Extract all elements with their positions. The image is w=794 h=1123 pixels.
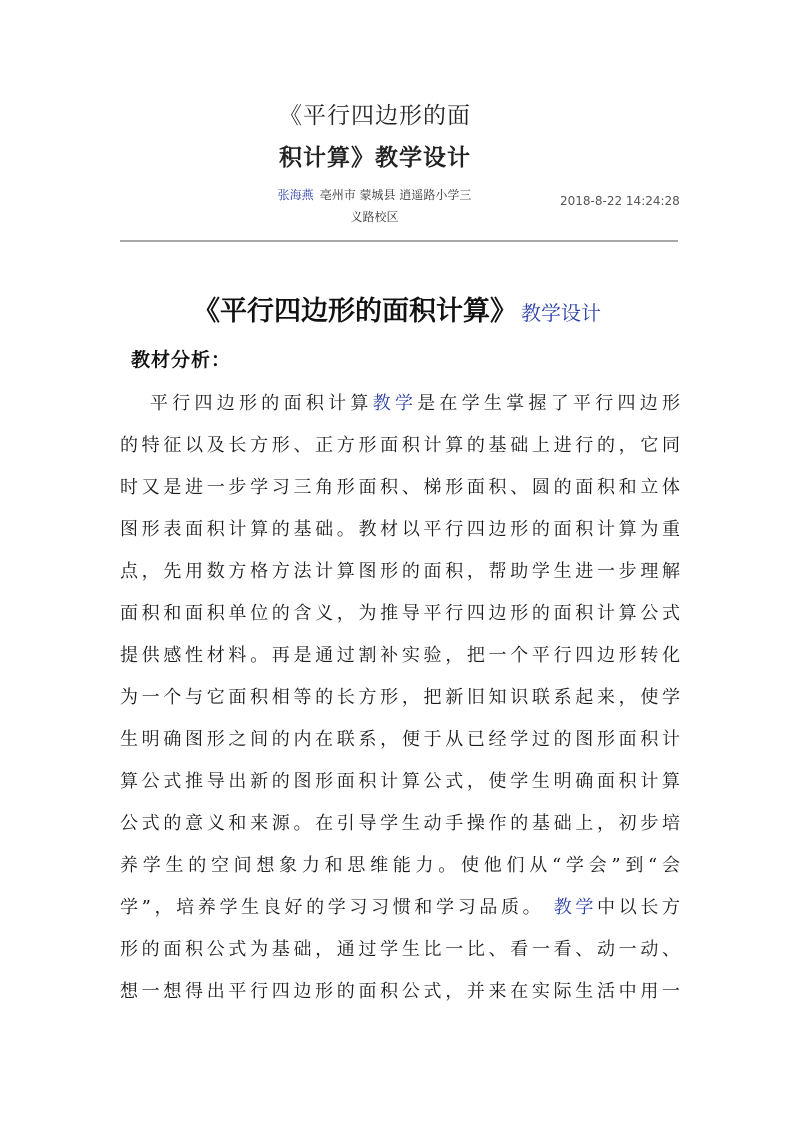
text-line: 提供感性材料。再是通过割补实验，把一个平行四边形转化 xyxy=(120,645,680,666)
text-line: 形的面积公式为基础，通过学生比一比、看一看、动一动、 xyxy=(120,939,680,960)
text-line: 算公式推导出新的图形面积计算公式，使学生明确面积计算 xyxy=(120,771,680,792)
document-title-line-2: 积计算》教学设计 xyxy=(279,144,471,171)
document-title-line-1: 《平行四边形的面 xyxy=(279,103,471,129)
text-line: 的特征以及长方形、正方形面积计算的基础上进行的，它同 xyxy=(120,435,680,456)
text-line: 图形表面积计算的基础。教材以平行四边形的面积计算为重 xyxy=(120,519,680,540)
text-line: 面积和面积单位的含义，为推导平行四边形的面积计算公式 xyxy=(120,603,680,624)
author-affiliation-cont: 义路校区 xyxy=(350,210,399,224)
author-meta xyxy=(262,184,487,228)
section-heading: 教材分析： xyxy=(131,349,232,371)
author-name[interactable]: 张海燕 xyxy=(277,188,314,202)
publish-date: 2018-8-22 14:24:28 xyxy=(560,194,680,208)
text-line: 时又是进一步学习三角形面积、梯形面积、圆的面积和立体 xyxy=(120,477,680,498)
article-title-main: 《平行四边形的面积计算》 xyxy=(193,296,517,327)
author-affiliation: 亳州市 蒙城县 逍遥路小学三 xyxy=(319,188,472,202)
text-line: 公式的意义和来源。在引导学生动手操作的基础上，初步培 xyxy=(120,813,680,834)
text-line: 生明确图形之间的内在联系，便于从已经学过的图形面积计 xyxy=(120,729,680,750)
body-paragraph xyxy=(120,383,680,1013)
header-divider xyxy=(120,240,678,242)
text-line: 学”，培养学生良好的学习习惯和学习品质。 教学中以长方 xyxy=(120,897,681,918)
text-line: 为一个与它面积相等的长方形，把新旧知识联系起来，使学 xyxy=(120,687,680,708)
text-line: 点，先用数方格方法计算图形的面积，帮助学生进一步理解 xyxy=(120,561,680,582)
article-title-suffix[interactable]: 教学设计 xyxy=(521,301,601,325)
article-title xyxy=(0,289,794,328)
keyword-link[interactable]: 教学 xyxy=(553,897,598,918)
text-line: 想一想得出平行四边形的面积公式，并来在实际生活中用一 xyxy=(120,981,680,1002)
text-line: 平行四边形的面积计算教学是在学生掌握了平行四边形 xyxy=(150,393,681,414)
keyword-link[interactable]: 教学 xyxy=(372,393,418,414)
text-line: 养学生的空间想象力和思维能力。使他们从“学会”到“会 xyxy=(120,855,680,876)
